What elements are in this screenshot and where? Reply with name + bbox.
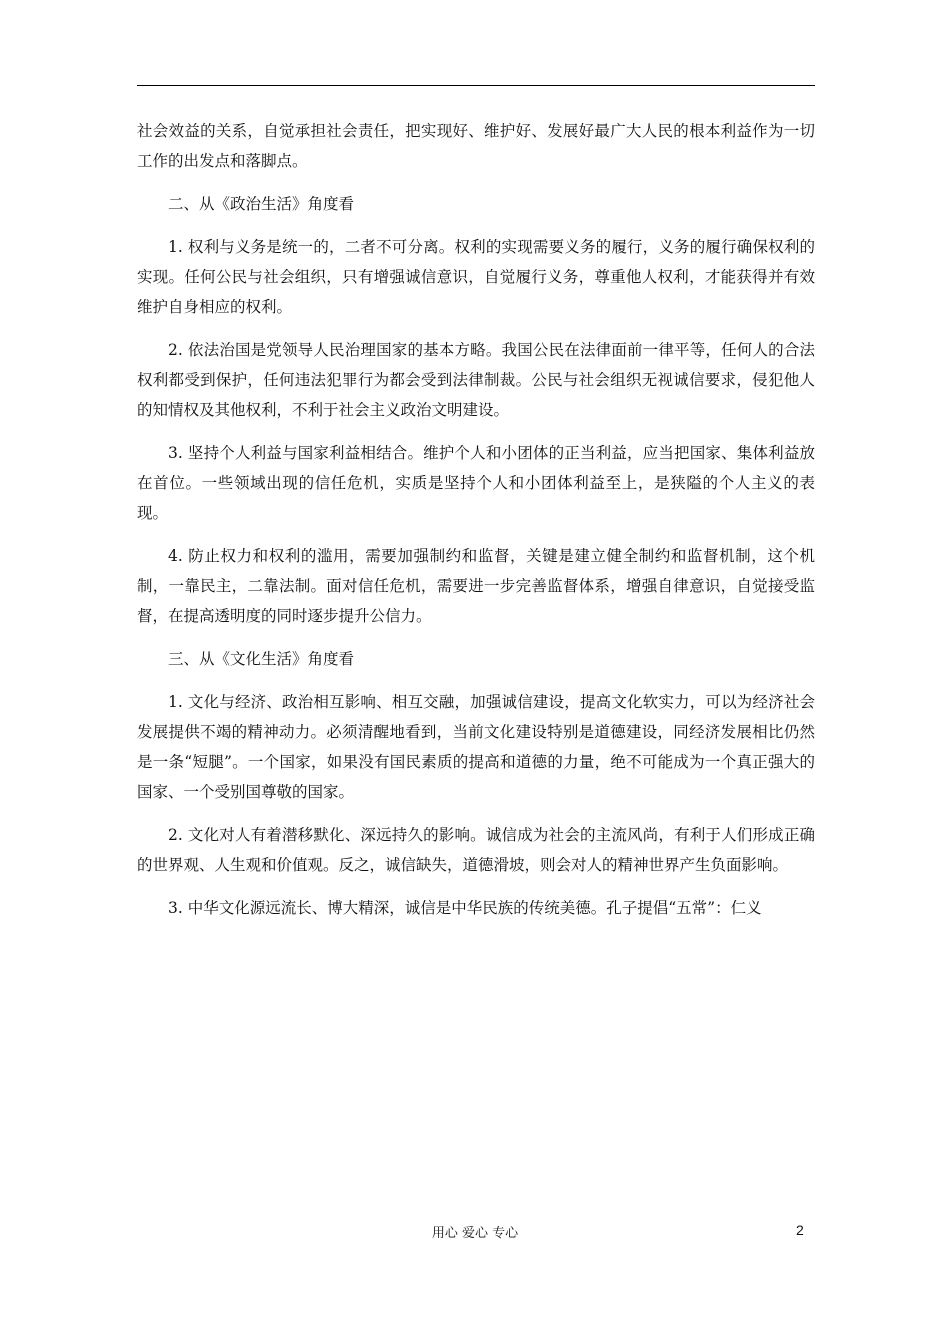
paragraph: 2. 文化对人有着潜移默化、深远持久的影响。诚信成为社会的主流风尚，有利于人们形成正确的世界观、人生观和价值观。反之，诚信缺失，道德滑坡，则会对人的精神世界产生负面影响。 [137, 826, 815, 874]
paragraph: 3. 中华文化源远流长、博大精深，诚信是中华民族的传统美德。孔子提倡“五常”：仁义 [168, 899, 762, 917]
paragraph: 1. 文化与经济、政治相互影响、相互交融，加强诚信建设，提高文化软实力，可以为经济社会发展提供不竭的精神动力。必须清醒地看到，当前文化建设特别是道德建设，同经济发展相比仍然是一条“短腿”。一个国家，如果没有国民素质的提高和道德的力量，绝不可能成为一个真正强大的国家、一个受别国尊敬的国家。 [137, 693, 815, 801]
paragraph: 3. 坚持个人利益与国家利益相结合。维护个人和小团体的正当利益，应当把国家、集体利益放在首位。一些领域出现的信任危机，实质是坚持个人和小团体利益至上，是狭隘的个人主义的表现。 [137, 444, 815, 522]
paragraph: 2. 依法治国是党领导人民治理国家的基本方略。我国公民在法律面前一律平等，任何人的合法权利都受到保护，任何违法犯罪行为都会受到法律制裁。公民与社会组织无视诚信要求，侵犯他人的知情权及其他权利，不利于社会主义政治文明建设。 [137, 341, 815, 419]
section-heading: 三、从《文化生活》角度看 [168, 650, 355, 668]
paragraph: 1. 权利与义务是统一的，二者不可分离。权利的实现需要义务的履行，义务的履行确保权利的实现。任何公民与社会组织，只有增强诚信意识，自觉履行义务，尊重他人权利，才能获得并有效维护自身相应的权利。 [137, 238, 815, 316]
page-number: 2 [796, 1222, 804, 1238]
document-body [137, 116, 815, 936]
section-heading: 二、从《政治生活》角度看 [168, 195, 355, 213]
header-rule [137, 85, 815, 86]
paragraph: 4. 防止权力和权利的滥用，需要加强制约和监督，关键是建立健全制约和监督机制，这个机制，一靠民主，二靠法制。面对信任危机，需要进一步完善监督体系，增强自律意识，自觉接受监督，在提高透明度的同时逐步提升公信力。 [137, 547, 815, 625]
footer-motto: 用心 爱心 专心 [431, 1226, 519, 1241]
paragraph: 社会效益的关系，自觉承担社会责任，把实现好、维护好、发展好最广大人民的根本利益作为一切工作的出发点和落脚点。 [137, 122, 815, 170]
